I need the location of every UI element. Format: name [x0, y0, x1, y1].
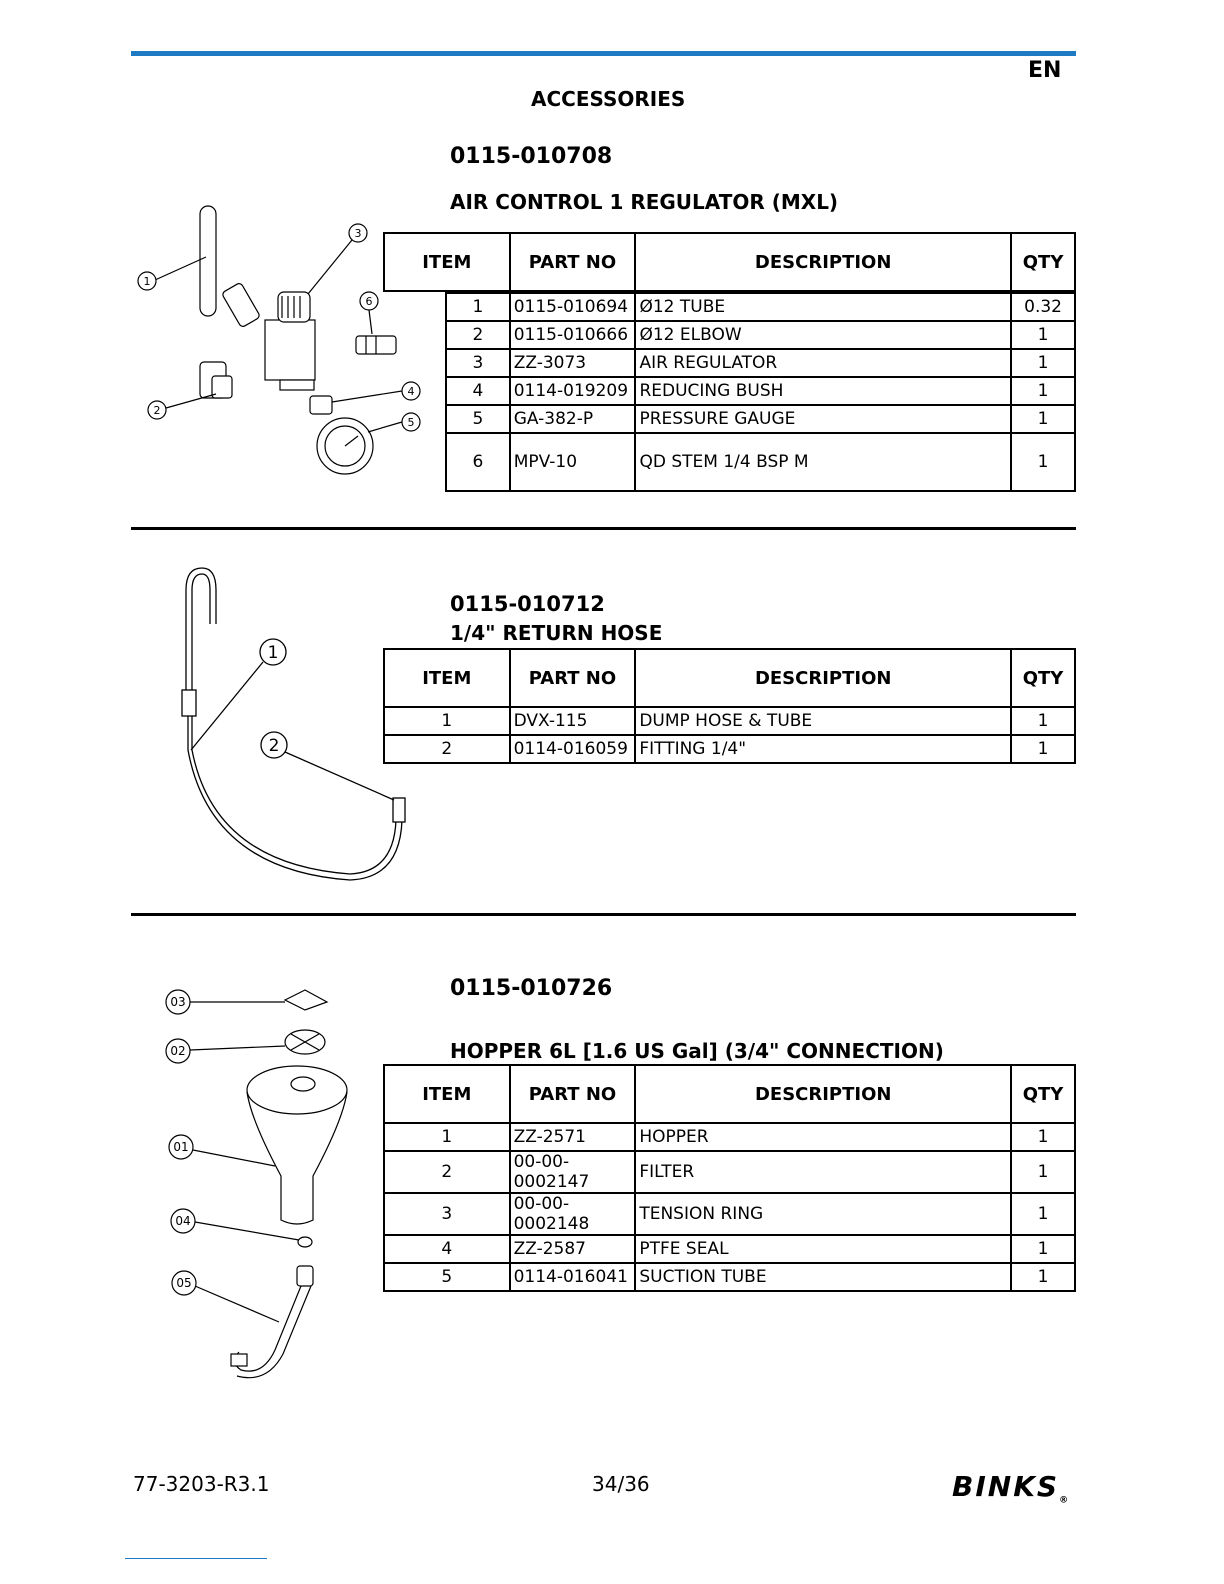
table-row — [446, 433, 1075, 491]
col-header-description: DESCRIPTION — [635, 233, 1011, 291]
cell-item: 6 — [446, 433, 510, 491]
language-label: EN — [1028, 58, 1062, 83]
callout-label: 2 — [268, 736, 280, 756]
table-row — [384, 1151, 1075, 1193]
cell-qty: 1 — [1011, 1193, 1075, 1235]
col-header-item: ITEM — [384, 649, 510, 707]
table-row — [446, 293, 1075, 321]
table-row — [384, 1193, 1075, 1235]
callout-label: 01 — [173, 1140, 189, 1154]
table-header-row — [384, 233, 1075, 291]
callout-label: 02 — [170, 1044, 186, 1058]
cell-item: 1 — [384, 707, 510, 735]
cell-item: 4 — [446, 377, 510, 405]
cell-desc: QD STEM 1/4 BSP M — [635, 433, 1011, 491]
callout-label: 1 — [143, 275, 151, 288]
callout-label: 5 — [407, 416, 415, 429]
col-header-description: DESCRIPTION — [635, 649, 1011, 707]
section3-title: HOPPER 6L [1.6 US Gal] (3/4" CONNECTION) — [450, 1039, 944, 1063]
cell-desc: TENSION RING — [635, 1193, 1011, 1235]
cell-qty: 1 — [1011, 377, 1075, 405]
cell-qty: 1 — [1011, 707, 1075, 735]
section2-title: 1/4" RETURN HOSE — [450, 621, 663, 645]
section1-title: AIR CONTROL 1 REGULATOR (MXL) — [450, 190, 839, 214]
return-hose-illustration — [150, 560, 420, 890]
parts-table-air-regulator-body — [445, 292, 1076, 492]
cell-item: 2 — [384, 735, 510, 763]
table-row — [446, 321, 1075, 349]
cell-qty: 1 — [1011, 405, 1075, 433]
cell-desc: HOPPER — [635, 1123, 1011, 1151]
cell-part: 00-00-0002147 — [510, 1151, 636, 1193]
parts-table-return-hose — [383, 648, 1076, 764]
cell-desc: SUCTION TUBE — [635, 1263, 1011, 1291]
section-divider — [131, 527, 1076, 530]
cell-part: DVX-115 — [510, 707, 636, 735]
col-header-qty: QTY — [1011, 233, 1075, 291]
callout-label: 6 — [365, 295, 373, 308]
section1-part-number: 0115-010708 — [450, 144, 613, 169]
callout-label: 1 — [267, 643, 279, 663]
footer-link-underline — [125, 1558, 267, 1559]
cell-qty: 0.32 — [1011, 293, 1075, 321]
callout-label: 05 — [176, 1276, 192, 1290]
table-row — [384, 735, 1075, 763]
hopper-illustration — [155, 980, 385, 1390]
callout-label: 4 — [407, 385, 415, 398]
binks-logo: $BINKS_®$ — [952, 1470, 1071, 1506]
page-number: 34/36 — [592, 1472, 650, 1496]
col-header-qty: QTY — [1011, 649, 1075, 707]
callout-label: 03 — [170, 995, 186, 1009]
top-accent-bar — [131, 51, 1076, 56]
cell-part: GA-382-P — [510, 405, 636, 433]
cell-qty: 1 — [1011, 735, 1075, 763]
cell-qty: 1 — [1011, 349, 1075, 377]
cell-qty: 1 — [1011, 1263, 1075, 1291]
callout-label: 3 — [354, 227, 362, 240]
cell-part: ZZ-3073 — [510, 349, 636, 377]
table-row — [384, 1123, 1075, 1151]
col-header-part-no: PART NO — [510, 233, 636, 291]
cell-part: ZZ-2571 — [510, 1123, 636, 1151]
table-row — [384, 707, 1075, 735]
section2-part-number: 0115-010712 — [450, 592, 605, 616]
cell-qty: 1 — [1011, 321, 1075, 349]
section-divider — [131, 913, 1076, 916]
cell-desc: PTFE SEAL — [635, 1235, 1011, 1263]
cell-item: 5 — [384, 1263, 510, 1291]
table-row — [384, 1263, 1075, 1291]
cell-part: 0114-016041 — [510, 1263, 636, 1291]
document-number: 77-3203-R3.1 — [133, 1472, 270, 1496]
col-header-description: DESCRIPTION — [635, 1065, 1011, 1123]
cell-desc: REDUCING BUSH — [635, 377, 1011, 405]
cell-part: ZZ-2587 — [510, 1235, 636, 1263]
cell-qty: 1 — [1011, 1151, 1075, 1193]
cell-part: 0114-019209 — [510, 377, 636, 405]
cell-part: 0115-010694 — [510, 293, 636, 321]
section3-part-number: 0115-010726 — [450, 976, 613, 1001]
table-header-row — [384, 649, 1075, 707]
table-row — [446, 349, 1075, 377]
table-row — [384, 1235, 1075, 1263]
cell-desc: DUMP HOSE & TUBE — [635, 707, 1011, 735]
cell-qty: 1 — [1011, 433, 1075, 491]
cell-item: 2 — [446, 321, 510, 349]
cell-desc: Ø12 ELBOW — [635, 321, 1011, 349]
cell-desc: PRESSURE GAUGE — [635, 405, 1011, 433]
cell-desc: AIR REGULATOR — [635, 349, 1011, 377]
table-row — [446, 405, 1075, 433]
page-heading: ACCESSORIES — [531, 87, 686, 111]
cell-part: 0115-010666 — [510, 321, 636, 349]
cell-part: MPV-10 — [510, 433, 636, 491]
cell-qty: 1 — [1011, 1235, 1075, 1263]
cell-part: 00-00-0002148 — [510, 1193, 636, 1235]
cell-desc: FITTING 1/4" — [635, 735, 1011, 763]
cell-item: 2 — [384, 1151, 510, 1193]
col-header-part-no: PART NO — [510, 649, 636, 707]
cell-desc: FILTER — [635, 1151, 1011, 1193]
callout-label: 04 — [175, 1214, 191, 1228]
table-row — [446, 377, 1075, 405]
col-header-part-no: PART NO — [510, 1065, 636, 1123]
cell-item: 4 — [384, 1235, 510, 1263]
cell-item: 3 — [446, 349, 510, 377]
parts-table-air-regulator — [383, 232, 1076, 292]
cell-item: 1 — [446, 293, 510, 321]
cell-part: 0114-016059 — [510, 735, 636, 763]
cell-item: 5 — [446, 405, 510, 433]
callout-label: 2 — [153, 404, 161, 417]
cell-item: 3 — [384, 1193, 510, 1235]
parts-table-hopper — [383, 1064, 1076, 1292]
col-header-qty: QTY — [1011, 1065, 1075, 1123]
cell-item: 1 — [384, 1123, 510, 1151]
col-header-item: ITEM — [384, 233, 510, 291]
table-header-row — [384, 1065, 1075, 1123]
col-header-item: ITEM — [384, 1065, 510, 1123]
cell-desc: Ø12 TUBE — [635, 293, 1011, 321]
cell-qty: 1 — [1011, 1123, 1075, 1151]
